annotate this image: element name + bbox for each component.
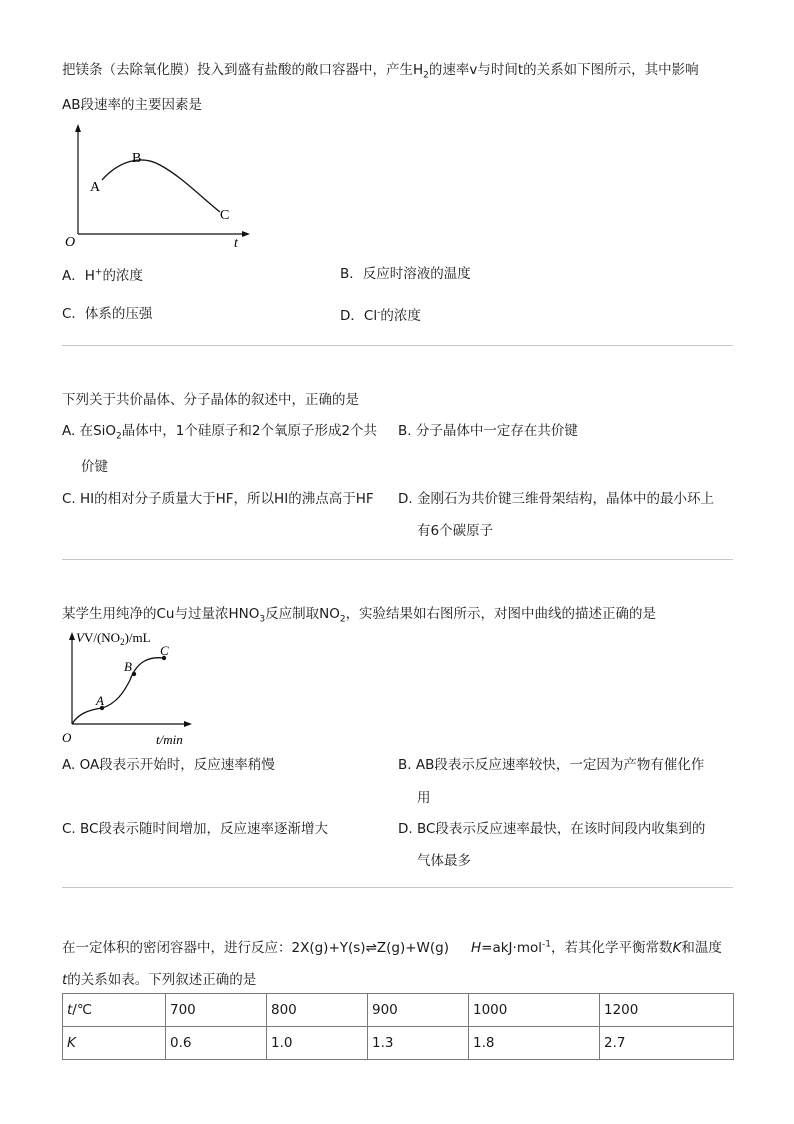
q3-point-b	[132, 672, 136, 676]
q1-option-a[interactable]	[62, 264, 143, 284]
q2-option-a-pre: A. 在SiO	[62, 423, 117, 439]
q3-option-c[interactable]: C. BC段表示随时间增加，反应速率逐渐增大	[62, 821, 328, 837]
q2-option-b[interactable]: B. 分子晶体中一定存在共价键	[398, 423, 578, 439]
q1-option-d-pre: D．Cl	[340, 308, 378, 324]
table-head-t	[63, 994, 166, 1027]
table-cell: 1.3	[368, 1027, 469, 1060]
table-cell: 1.0	[267, 1027, 368, 1060]
q2-option-c[interactable]: C. HI的相对分子质量大于HF，所以HI的沸点高于HF	[62, 491, 374, 507]
q3-stem-s1: 3	[259, 614, 266, 625]
q1-label-a: A	[90, 180, 101, 195]
q4-stem-var-h: H	[471, 940, 482, 956]
divider-2	[62, 559, 733, 560]
q3-stem-p2: 反应制取NO	[265, 606, 340, 622]
divider-3	[62, 887, 733, 888]
q1-option-d-sup: -	[377, 307, 381, 318]
q1-label-c: C	[220, 208, 230, 223]
q2-option-a[interactable]	[62, 419, 377, 442]
q4-stem-var-k: K	[672, 940, 682, 956]
q3-volume-time-graph	[60, 626, 200, 748]
q3-stem	[62, 602, 656, 625]
q1-option-a-pre: A．H	[62, 268, 95, 284]
q1-stem-line2: AB段速率的主要因素是	[62, 97, 202, 113]
table-cell: 800	[267, 994, 368, 1027]
table-head-k: K	[63, 1027, 166, 1060]
table-row	[63, 1027, 734, 1060]
q1-option-a-sup: +	[94, 267, 103, 278]
q1-rate-time-graph	[60, 120, 260, 250]
table-cell: 1.8	[469, 1027, 600, 1060]
q1-option-c[interactable]: C．体系的压强	[62, 306, 153, 322]
q2-option-d[interactable]: D. 金刚石为共价键三维骨架结构，晶体中的最小环上	[398, 491, 714, 507]
table-cell: 0.6	[166, 1027, 267, 1060]
q3-option-d-cont: 气体最多	[417, 853, 471, 869]
q1-option-a-post: 的浓度	[102, 268, 143, 284]
q3-y-axis-sub: 2	[120, 637, 125, 647]
q4-stem-line2-text: 的关系如表。下列叙述正确的是	[67, 972, 257, 988]
q4-stem-p4: 和温度	[681, 940, 722, 956]
q2-option-a-sub: 2	[116, 431, 122, 442]
q4-stem-var-t: t	[62, 972, 68, 988]
q3-option-d[interactable]: D. BC段表示反应速率最快，在该时间段内收集到的	[398, 821, 706, 837]
q2-stem: 下列关于共价晶体、分子晶体的叙述中，正确的是	[62, 392, 359, 408]
q1-curve	[102, 160, 220, 212]
q1-x-axis-label: t	[234, 236, 238, 250]
q4-equilibrium-table	[62, 993, 734, 1060]
q4-stem-p1: 在一定体积的密闭容器中，进行反应：2X(g)+Y(s)⇌Z(g)+W(g)	[62, 940, 449, 956]
q3-label-b: B	[124, 659, 132, 674]
q4-stem-p2: =akJ·mol	[481, 940, 542, 956]
q3-stem-s2: 2	[339, 614, 346, 625]
table-head-t-unit: /℃	[72, 1002, 93, 1018]
q3-x-axis-label: t/min	[156, 732, 183, 747]
table-head-t-var: t	[67, 1002, 73, 1018]
q3-option-b[interactable]: B. AB段表示反应速率较快，一定因为产物有催化作	[398, 757, 705, 773]
table-cell: 2.7	[600, 1027, 734, 1060]
q3-stem-p3: ，实验结果如右图所示，对图中曲线的描述正确的是	[345, 606, 657, 622]
q1-stem-line1	[62, 58, 699, 81]
q3-stem-p1: 某学生用纯净的Cu与过量浓HNO	[62, 606, 260, 622]
q2-option-a-post: 晶体中，1个硅原子和2个氧原子形成2个共	[121, 423, 378, 439]
q3-origin: O	[62, 730, 72, 745]
divider-1	[62, 345, 733, 346]
q2-option-a-cont: 价键	[81, 459, 108, 475]
q1-option-b[interactable]: B．反应时溶液的温度	[340, 266, 471, 282]
q4-stem-p3: ，若其化学平衡常数	[550, 940, 673, 956]
q3-label-c: C	[160, 643, 169, 658]
table-row	[63, 994, 734, 1027]
q3-option-a[interactable]: A. OA段表示开始时，反应速率稍慢	[62, 757, 275, 773]
table-cell: 900	[368, 994, 469, 1027]
q1-stem-post: 的速率v与时间t的关系如下图所示，其中影响	[428, 62, 699, 78]
q2-option-d-cont: 有6个碳原子	[417, 523, 494, 539]
q3-y-axis-pre: V/(NO	[83, 630, 121, 645]
q1-stem-sub: 2	[423, 70, 429, 81]
table-cell: 1000	[469, 994, 600, 1027]
q4-stem-p2-sup: -1	[542, 939, 551, 950]
q1-option-d-post: 的浓度	[380, 308, 421, 324]
q3-option-b-cont: 用	[417, 790, 431, 806]
table-cell: 700	[166, 994, 267, 1027]
q1-stem-pre: 把镁条（去除氧化膜）投入到盛有盐酸的敞口容器中，产生H	[62, 62, 424, 78]
q1-origin: O	[65, 235, 76, 250]
q3-curve	[72, 658, 164, 724]
q3-y-axis-post: )/mL	[124, 630, 151, 645]
q1-option-d[interactable]	[340, 304, 421, 324]
q4-stem-line1	[62, 936, 722, 956]
table-cell: 1200	[600, 994, 734, 1027]
q4-stem-line2	[62, 968, 256, 988]
q3-label-a: A	[96, 693, 104, 708]
q1-label-b: B	[132, 151, 142, 166]
q3-y-axis-label: $VV/(NO_2)/mL$	[76, 630, 151, 647]
